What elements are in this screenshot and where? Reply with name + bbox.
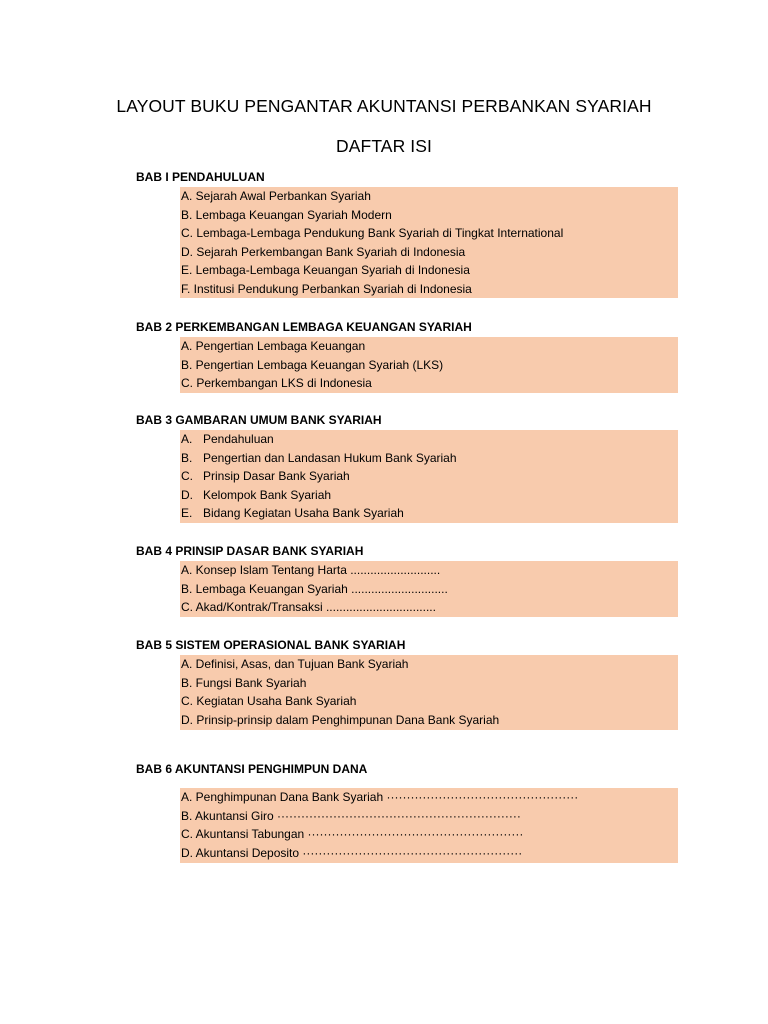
chapter-heading: BAB 4 PRINSIP DASAR BANK SYARIAH <box>136 544 364 558</box>
chapter-items-box <box>180 430 678 523</box>
list-item: D. Prinsip-prinsip dalam Penghimpunan Dana Bank Syariah <box>181 712 500 727</box>
chapter-items-box <box>180 655 678 730</box>
list-item: A. Sejarah Awal Perbankan Syariah <box>181 189 371 203</box>
list-item <box>180 467 678 486</box>
list-item: B. Pengertian Lembaga Keuangan Syariah (LKS) <box>181 357 444 372</box>
chapter-heading: BAB 2 PERKEMBANGAN LEMBAGA KEUANGAN SYARIAH <box>136 320 472 334</box>
list-item: C. Akad/Kontrak/Transaksi ................................. <box>181 600 436 615</box>
list-item: A. Definisi, Asas, dan Tujuan Bank Syariah <box>181 657 409 671</box>
document-title: LAYOUT BUKU PENGANTAR AKUNTANSI PERBANKAN SYARIAH <box>116 96 652 116</box>
chapter-heading: BAB 5 SISTEM OPERASIONAL BANK SYARIAH <box>136 638 406 652</box>
list-item: B. Akuntansi Giro ····························································· <box>181 808 521 823</box>
list-item: D. Akuntansi Deposito ······················································· <box>181 845 523 860</box>
item-text: Prinsip Dasar Bank Syariah <box>203 469 350 484</box>
chapter-heading: BAB 3 GAMBARAN UMUM BANK SYARIAH <box>136 413 382 427</box>
list-item: A. Konsep Islam Tentang Harta ........................... <box>181 563 441 577</box>
list-item: C. Kegiatan Usaha Bank Syariah <box>181 694 357 709</box>
list-item: A. Pengertian Lembaga Keuangan <box>181 339 366 353</box>
chapter-items-box <box>180 337 678 393</box>
list-item <box>180 449 678 468</box>
chapter-heading: BAB 6 AKUNTANSI PENGHIMPUN DANA <box>136 762 368 776</box>
document-subtitle: DAFTAR ISI <box>336 136 432 156</box>
chapter-heading: BAB I PENDAHULUAN <box>136 170 265 184</box>
chapter-items-box <box>180 788 678 863</box>
list-item: C. Akuntansi Tabungan ······················································ <box>181 827 524 842</box>
item-letter: E. <box>181 506 193 521</box>
item-text: Bidang Kegiatan Usaha Bank Syariah <box>203 506 404 521</box>
chapter-items-box <box>180 187 678 298</box>
item-letter: D. <box>181 487 193 502</box>
list-item: B. Fungsi Bank Syariah <box>181 675 307 690</box>
item-letter: B. <box>181 450 193 465</box>
item-letter: C. <box>181 469 193 484</box>
item-text: Pengertian dan Landasan Hukum Bank Syariah <box>203 450 457 465</box>
item-text: Pendahuluan <box>203 432 274 446</box>
list-item: E. Lembaga-Lembaga Keuangan Syariah di Indonesia <box>181 263 470 278</box>
list-item: C. Perkembangan LKS di Indonesia <box>181 376 372 391</box>
item-text: Kelompok Bank Syariah <box>203 487 332 502</box>
list-item: C. Lembaga-Lembaga Pendukung Bank Syariah di Tingkat International <box>181 226 564 241</box>
item-letter: A. <box>181 432 193 446</box>
list-item: B. Lembaga Keuangan Syariah ............................. <box>181 581 448 596</box>
list-item <box>180 430 678 449</box>
list-item: F. Institusi Pendukung Perbankan Syariah di Indonesia <box>181 281 472 296</box>
chapter-items-box <box>180 561 678 617</box>
list-item <box>180 486 678 505</box>
list-item <box>180 504 678 523</box>
list-item: D. Sejarah Perkembangan Bank Syariah di Indonesia <box>181 244 466 259</box>
list-item: B. Lembaga Keuangan Syariah Modern <box>181 207 392 222</box>
list-item: A. Penghimpunan Dana Bank Syariah ················································ <box>181 790 579 804</box>
